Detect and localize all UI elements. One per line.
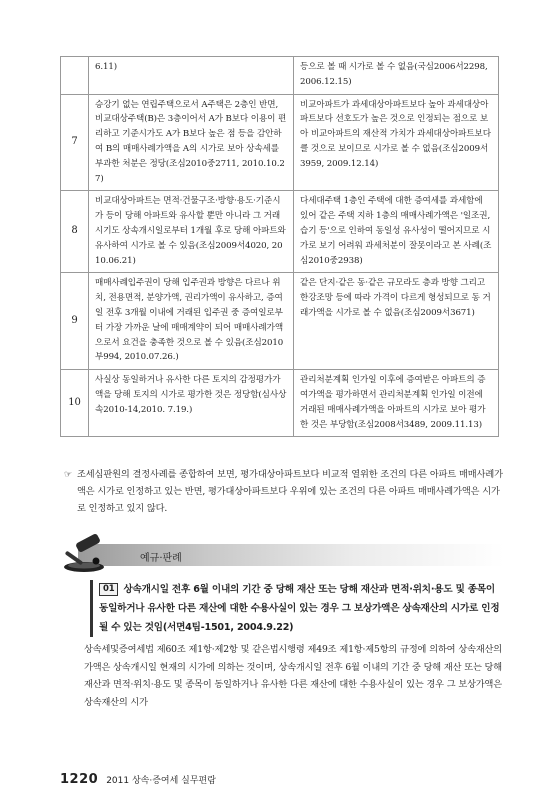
case-number: 10 <box>61 370 89 437</box>
ruling-number-badge: 01 <box>99 583 118 596</box>
summary-note <box>64 466 504 517</box>
table-row <box>61 94 499 191</box>
case-rejected-text: 다세대주택 1층인 주택에 대한 증여세를 과세함에 있어 같은 주택 지하 1층의 매매사례가액은 '일조권, 습기 등'으로 인하여 동일성 유사성이 떨어지므로 시가로 보기 어려워 과세처분이 잘못이라고 본 사례(조심2010중2938) <box>294 191 499 273</box>
section-header <box>56 534 504 574</box>
summary-text: 조세심판원의 결정사례를 종합하여 보면, 평가대상아파트보다 비교적 열위한 조건의 다른 아파트 매매사례가액은 시가로 인정하고 있는 반면, 평가대상아파트보다 우위에 있는 조건의 다른 아파트 매매사례가액은 시가로 인정하고 있지 않다. <box>77 469 503 514</box>
table-row <box>61 57 499 95</box>
case-rejected-text: 같은 단지·같은 동·같은 규모라도 층과 방향 그리고 한강조망 등에 따라 가격이 다르게 형성되므로 동 거래가액을 시가로 볼 수 없음(조심2009서3671) <box>294 273 499 370</box>
ruling-body: 상속세및증여세법 제60조 제1항·제2항 및 같은법시행령 제49조 제1항·제5항의 규정에 의하여 상속재산의 가액은 상속개시일 현재의 시가에 의하는 것이며, 상속개시일 전후 6월 이내의 기간 중 당해 재산 또는 당해 재산과 면적·위치·용도 및 종목이 동일하거나 유사한 다른 재산에 대한 수용사실이 있는 경우 그 보상가액은 상속재산의 시가 <box>84 644 502 708</box>
case-accepted-text: 비교대상아파트는 면적·건물구조·방향·용도·기준시가 등이 당해 아파트와 유사할 뿐만 아니라 그 거래시기도 상속개시일로부터 1개월 후로 당해 아파트와 유사하여 시가로 볼 수 있음(조심2009서4020, 2010.06.21) <box>89 191 294 273</box>
case-rejected-text: 비교아파트가 과세대상아파트보다 높아 과세대상아파트보다 선호도가 높은 것으로 인정되는 점으로 보아 비교아파트의 재산적 가치가 과세대상아파트보다 클 것으로 보이므로 시가로 볼 수 없음(조심2009서3959, 2009.12.14) <box>294 94 499 191</box>
table-row <box>61 370 499 437</box>
case-accepted-text: 승강기 없는 연립주택으로서 A주택은 2층인 반면, 비교대상주택(B)은 3층이어서 A가 B보다 이용이 편리하고 기준시가도 A가 B보다 높은 점 등을 감안하여 B의 매매사례가액을 A의 시가로 보아 상속세를 부과한 처분은 정당(조심2010중2711, 2010.10.27) <box>89 94 294 191</box>
case-accepted-text: 사실상 동일하거나 유사한 다른 토지의 감정평가가액을 당해 토지의 시가로 평가한 것은 정당함(심사상속2010-14,2010. 7.19.) <box>89 370 294 437</box>
case-number: 8 <box>61 191 89 273</box>
case-number <box>61 57 89 95</box>
table-row <box>61 273 499 370</box>
gavel-icon <box>56 534 116 574</box>
pointing-hand-icon: ☞ <box>64 469 73 480</box>
case-comparison-table <box>60 56 499 437</box>
case-accepted-text: 6.11) <box>89 57 294 95</box>
case-accepted-text: 매매사례입주권이 당해 입주권과 방향은 다르나 위치, 전용면적, 분양가액, 권리가액이 유사하고, 증여일 전후 3개월 이내에 거래된 입주권 중 증여일로부터 가장 가까운 날에 매매계약이 되어 매매사례가액으로서 요건을 충족한 것으로 볼 수 있음(조심2010부994, 2010.07.26.) <box>89 273 294 370</box>
ruling-title-text: 상속개시일 전후 6월 이내의 기간 중 당해 재산 또는 당해 재산과 면적·위치·용도 및 종목이 동일하거나 유사한 다른 재산에 대한 수용사실이 있는 경우 그 보상가액은 상속재산의 시가로 인정될 수 있는 것임(서면4팀-1501, 2004.9.22) <box>99 584 500 633</box>
ruling-entry <box>84 580 502 711</box>
case-number: 7 <box>61 94 89 191</box>
case-rejected-text: 관리처분계획 인가일 이후에 증여받은 아파트의 증여가액을 평가하면서 관리처분계획 인가일 이전에 거래된 매매사례가액을 아파트의 시가로 보아 평가한 것은 부당함(조심2008서3489, 2009.11.13) <box>294 370 499 437</box>
table-row <box>61 191 499 273</box>
section-label: 예규·판례 <box>140 553 182 564</box>
case-rejected-text: 등으로 볼 때 시가로 볼 수 없음(국심2006서2298, 2006.12.15) <box>294 57 499 95</box>
book-title: 2011 상속·증여세 실무편람 <box>106 776 216 786</box>
case-number: 9 <box>61 273 89 370</box>
ruling-title <box>90 580 502 637</box>
page-number: 1220 <box>60 772 99 787</box>
page-footer <box>60 768 216 787</box>
